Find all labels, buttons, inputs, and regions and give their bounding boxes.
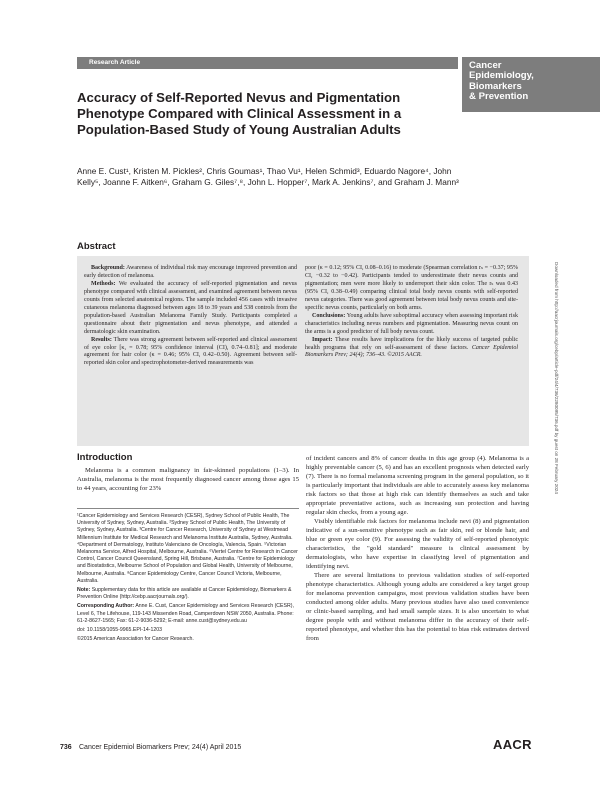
abstract-citation: Cancer Epidemiol Biomarkers Prev; 24(4); 736–43. ©2015 AACR.	[305, 344, 519, 359]
body-paragraph: of incident cancers and 8% of cancer deaths in this age group (4). Melanoma is a highly preventable cancer (5, 6) and has an excellent prognosis when detected early (7). There is no formal melanoma screening program in the general population, so it is particularly important that individuals are able to accurately assess key melanoma risk factors so that those at high risk can identify themselves as such and take appropriate preventative actions, such as increasing sun protection and having regular skin checks, from a young age.	[306, 455, 529, 516]
abstract-impact	[305, 337, 518, 361]
affiliations: ¹Cancer Epidemiology and Services Research (CESR), Sydney School of Public Health, The University of Sydney, Sydney, Australia. ²Sydney School of Public Health, The University of Sydney, Sydney, Australia. ³Centre for Cancer Research, University of Sydney at Westmead Millennium Institute for Medical Research and Melanoma Institute Australia, Sydney, Australia. ⁴Department of Dermatology, Instituto Valenciano de Oncología, Valencia, Spain. ⁵Victorian Melanoma Service, Alfred Hospital, Melbourne, Australia. ⁶Viertel Centre for Research in Cancer Control, Cancer Council Queensland, Spring Hill, Brisbane, Australia. ⁷Centre for Epidemiology and Biostatistics, Melbourne School of Population and Global Health, University of Melbourne, Melbourne, Australia. ⁸Cancer Epidemiology Centre, Cancer Council Victoria, Melbourne, Australia.	[77, 513, 298, 584]
results-text: There was strong agreement between self-reported and clinical assessment of eye color [κ, = 0.78; 95% confidence interval (CI), 0.74–0.81]; and moderate agreement for hair color (κ = 0.46; 95% CI, 0.42–0.50). Agreement between self-reported skin color and spectrophotometer-derived measurements was	[84, 336, 298, 367]
background-label: Background:	[91, 265, 125, 271]
introduction-heading: Introduction	[77, 452, 133, 463]
footnotes	[77, 513, 299, 645]
results-label: Results:	[91, 336, 112, 343]
abstract-heading: Abstract	[77, 241, 116, 252]
author-list: Anne E. Cust¹, Kristen M. Pickles², Chris Goumas¹, Thao Vu¹, Helen Schmid³, Eduardo Nagore⁴, John Kelly⁵, Joanne F. Aitken⁶, Graham G. Giles⁷,⁸, John L. Hopper⁷, Mark A. Jenkins⁷, and Graham J. Mann³	[77, 166, 459, 188]
journal-title-line: Biomarkers	[469, 80, 522, 92]
supplementary-note	[77, 587, 299, 601]
footer-journal: Cancer Epidemiol Biomarkers Prev; 24(4) April 2015	[79, 744, 242, 751]
background-text: Awareness of individual risk may encourage improved prevention and early detection of melanoma.	[84, 265, 297, 279]
abstract-results	[84, 337, 297, 369]
abstract-background	[84, 265, 297, 281]
body-right-column	[306, 454, 529, 643]
abstract-conclusions	[305, 313, 518, 337]
page-number: 736	[60, 744, 72, 751]
abstract-left-column	[84, 265, 297, 368]
corresponding-author	[77, 603, 299, 625]
body-paragraph: There are several limitations to previous validation studies of self-reported phenotype characteristics. Although young adults are considered a key target group for melanoma prevention campaigns, most previous validation studies have been conducted among older adults. Many previous studies have also used convenience or clinic-based sampling, and had small sample sizes. It is also uncertain to what degree people with and without melanoma differ in the accuracy of their self-reported phenotype, and whether this has the potential to bias risk estimates derived from	[306, 572, 529, 642]
note-label: Note:	[77, 587, 91, 594]
impact-label: Impact:	[312, 336, 333, 343]
abstract-right-column	[305, 265, 518, 360]
note-text: Supplementary data for this article are available at Cancer Epidemiology, Biomarkers & Prevention Online (http://cebp.aacrjournals.org/).	[77, 587, 292, 601]
doi: doi: 10.1158/1055-9965.EPI-14-1203	[77, 627, 162, 634]
journal-title-line: & Prevention	[469, 91, 529, 103]
corresponding-text: Anne E. Cust, Cancer Epidemiology and Services Research (CESR), Level 6, The Lifehouse, 119-143 Missenden Road, Camperdown NSW 2050, Australia. Phone: 61-2-8627-1565; Fax: 61-2-9036-5292; E-mail: anne.cust@sydney.edu.au	[77, 603, 294, 624]
introduction-paragraph: Melanoma is a common malignancy in fair-skinned populations (1–3). In Australia, melanoma is the most frequently diagnosed cancer among those ages 15 to 44 years, accounting for 23%	[77, 467, 299, 492]
impact-text: These results have implications for the likely success of targeted public health programs that rely on self-assessment of these factors.	[305, 336, 519, 351]
journal-title-box	[462, 57, 600, 112]
abstract-box	[77, 256, 529, 446]
methods-label: Methods:	[91, 280, 116, 287]
footnote-divider	[77, 508, 299, 509]
methods-text: We evaluated the accuracy of self-reported pigmentation and nevus phenotype compared with clinical assessment, and examined agreement between nevus counts from selected anatomical regions. The sample included 456 cases with invasive cutaneous melanoma diagnosed between ages 18 to 39 years and 538 controls from the population-based Australian Melanoma Family Study. Participants completed a questionnaire about their pigmentation and nevus phenotype, and attended a dermatologic skin examination.	[84, 280, 297, 335]
conclusions-text: Young adults have suboptimal accuracy when assessing important risk characteristics including nevus numbers and pigmentation. Measuring nevus count on the arms is a good predictor of full body nevus count.	[305, 312, 518, 335]
download-side-note-text: Downloaded from http://aacrjournals.org/cebp/article-pdf/24/4/736/2280095/736.pdf by guest on 28 February 2024	[554, 262, 559, 494]
results-continued: poor (κ = 0.12; 95% CI, 0.08–0.16) to moderate (Spearman correlation rₛ = −0.37; 95% CI, −0.32 to −0.42). Participants tended to underestimate their nevus counts and pigmentation; men were more likely to underreport their skin color. The rₛ was 0.43 (95% CI, 0.38–0.49) comparing clinical total body nevus counts with self-reported nevus categories. There was good agreement between total body nevus counts and site-specific nevus counts, particularly on both arms.	[305, 265, 518, 311]
corresponding-label: Corresponding Author:	[77, 603, 135, 610]
aacr-logo: AACR	[493, 737, 532, 752]
journal-title-line: Epidemiology,	[469, 70, 534, 82]
copyright: ©2015 American Association for Cancer Research.	[77, 636, 194, 643]
download-side-note	[551, 262, 559, 562]
abstract-methods	[84, 281, 297, 337]
conclusions-label: Conclusions:	[312, 312, 346, 319]
body-paragraph: Visibly identifiable risk factors for melanoma include nevi (8) and pigmentation indicative of a sun-sensitive phenotype such as fair skin, red or blonde hair, and blue or green eye color (9). For assessing the validity of self-reported phenotypic characteristics, the "gold standard" measure is clinical assessment by dermatologists, who have expertise in classifying level of pigmentation and identifying nevi.	[306, 518, 529, 570]
journal-title-line: Cancer	[469, 60, 502, 71]
article-title: Accuracy of Self-Reported Nevus and Pigmentation Phenotype Compared with Clinical Assessment in a Population-Based Study of Young Australian Adults	[77, 90, 402, 137]
introduction-text	[77, 466, 299, 493]
article-type-label: Research Article	[89, 59, 141, 66]
